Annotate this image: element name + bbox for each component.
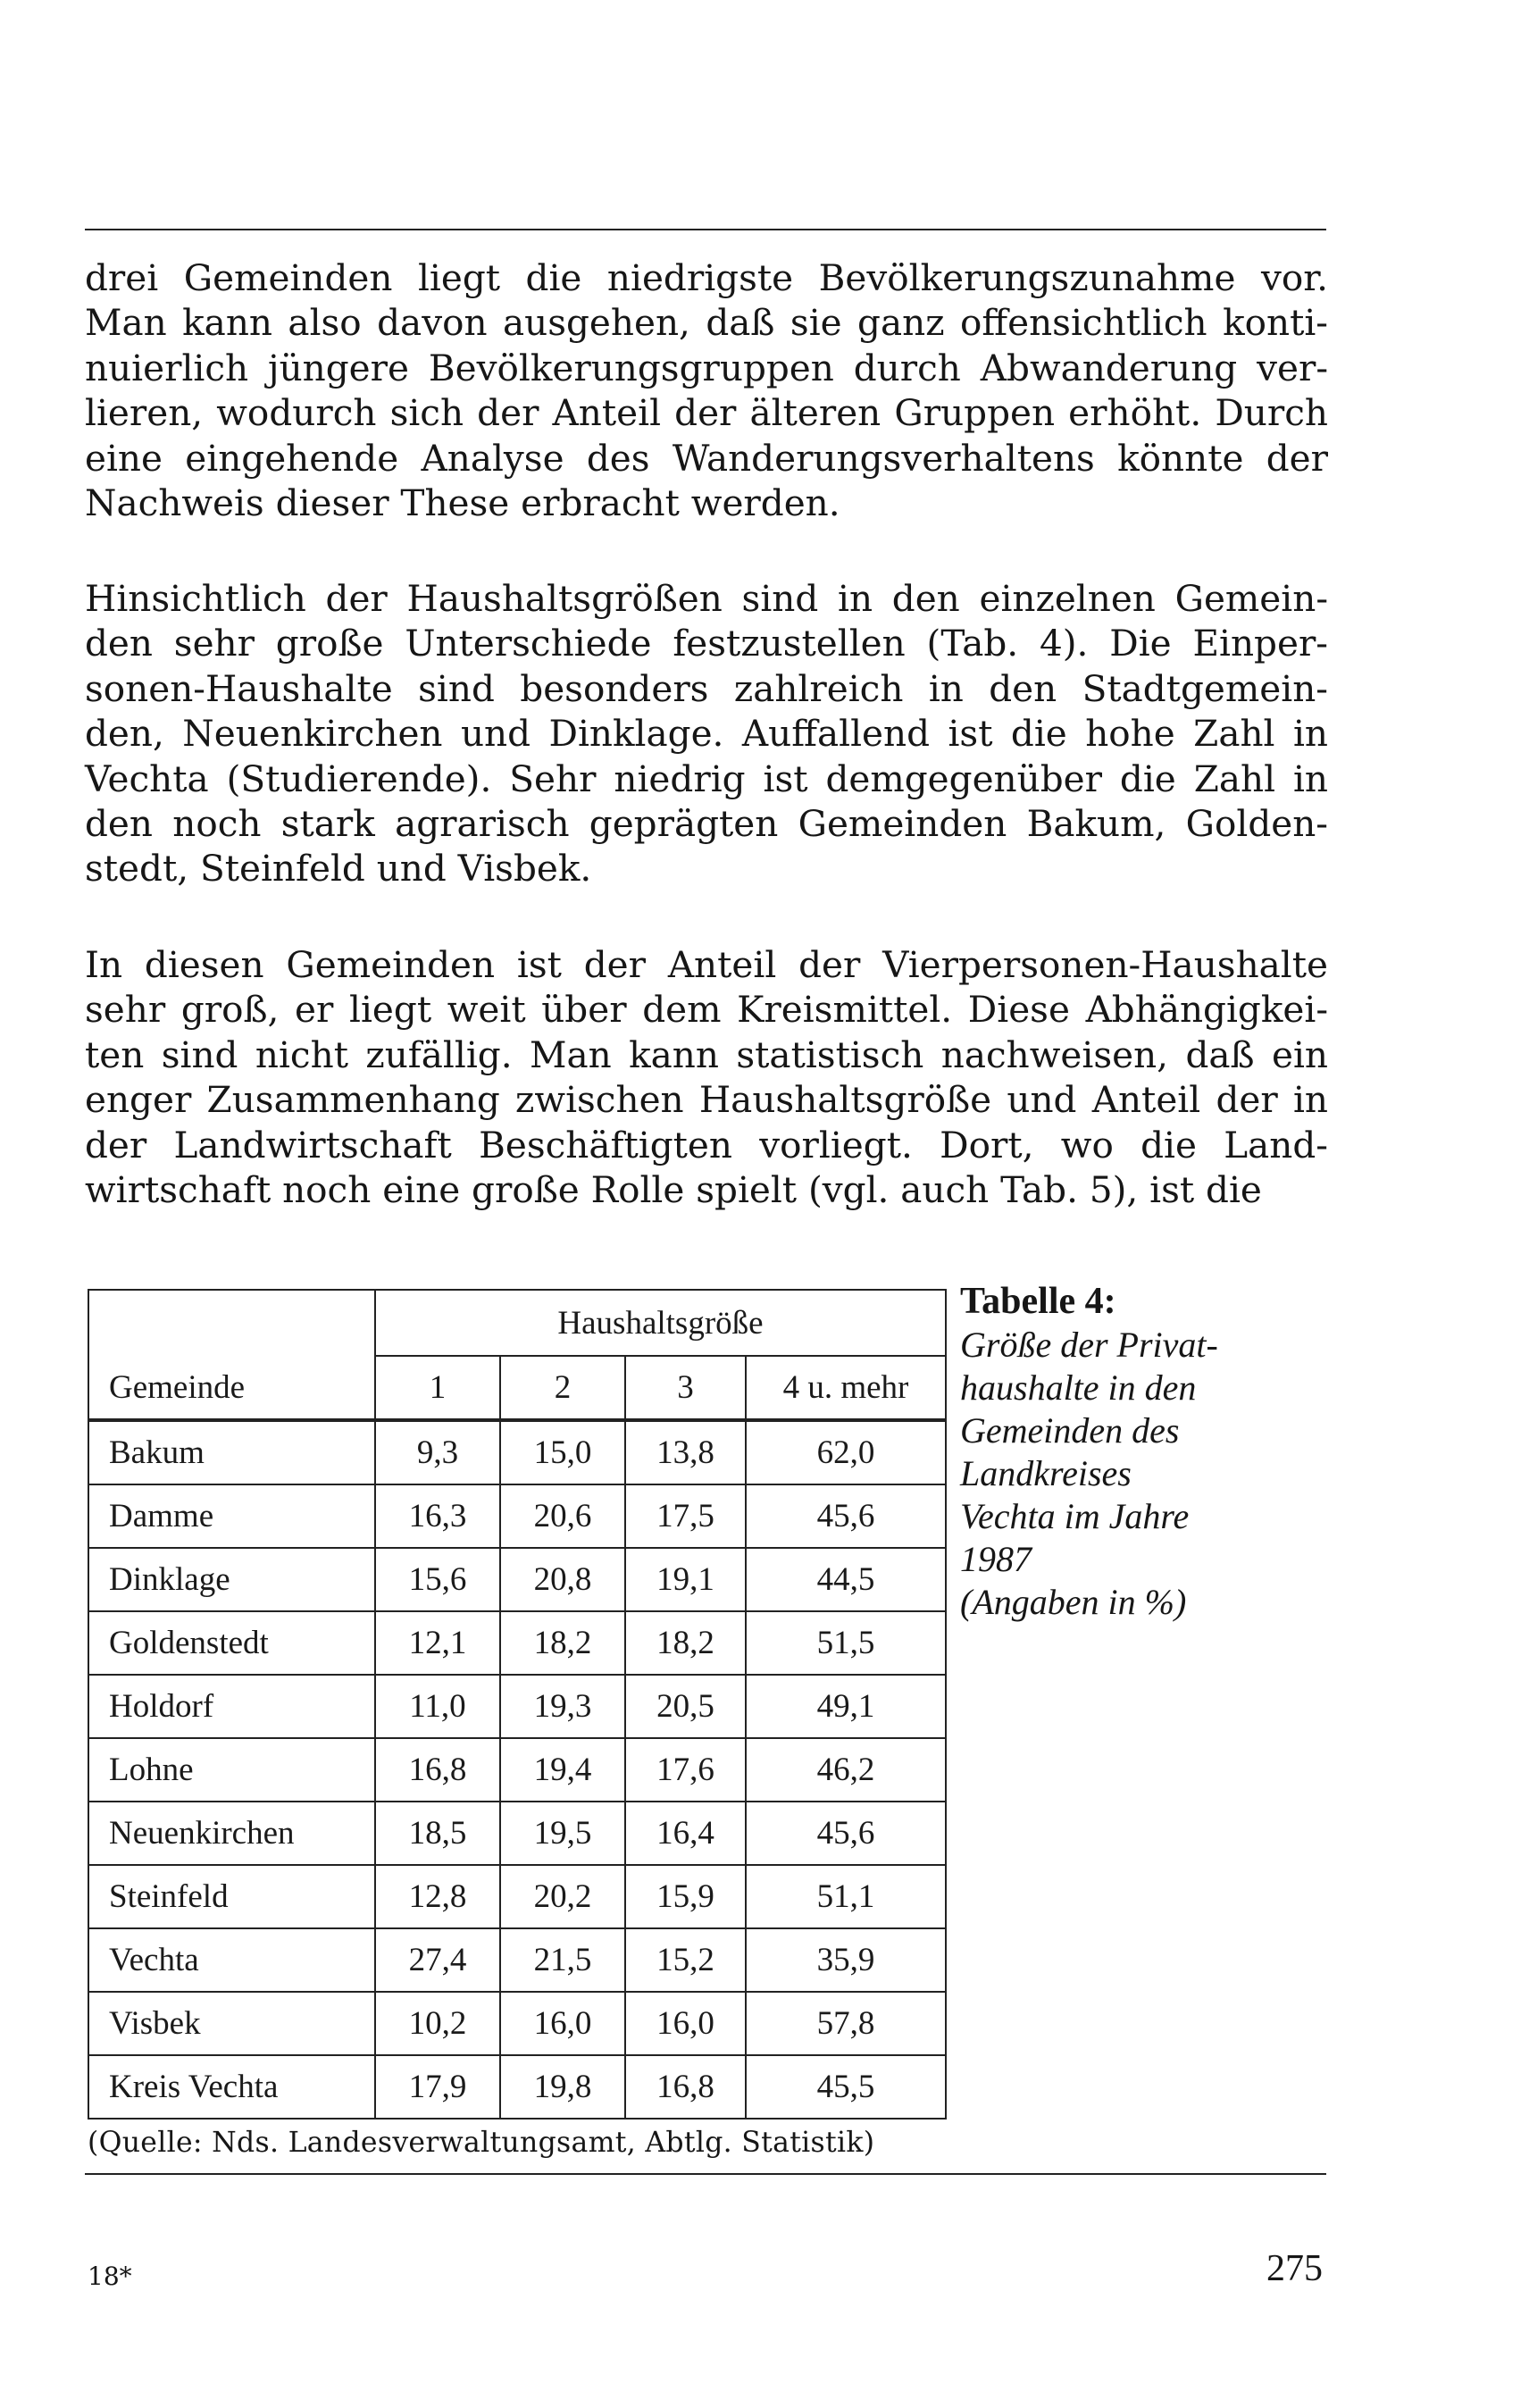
value-cell: 20,2	[500, 1865, 625, 1928]
table-row	[88, 1484, 946, 1548]
value-cell: 46,2	[746, 1738, 946, 1802]
bottom-rule	[85, 2173, 1326, 2175]
body-paragraph-2	[85, 576, 1328, 891]
text-line: Man kann also davon ausgehen, daß sie ganz offensichtlich konti-	[85, 301, 1328, 345]
municipality-cell: Damme	[88, 1484, 375, 1548]
paragraph	[85, 576, 1328, 891]
value-cell: 13,8	[625, 1420, 746, 1484]
text-line: wirtschaft noch eine große Rolle spielt (vgl. auch Tab. 5), ist die	[85, 1168, 1262, 1212]
municipality-cell: Vechta	[88, 1928, 375, 1992]
municipality-cell: Holdorf	[88, 1675, 375, 1738]
caption-title: Tabelle 4:	[960, 1281, 1116, 1322]
value-cell: 16,3	[375, 1484, 500, 1548]
table-row	[88, 1548, 946, 1611]
body-paragraph-3	[85, 942, 1328, 1212]
value-cell: 17,9	[375, 2055, 500, 2119]
sheet-signature: 18*	[88, 2262, 132, 2291]
value-cell: 62,0	[746, 1420, 946, 1484]
table-row	[88, 1865, 946, 1928]
value-cell: 15,6	[375, 1548, 500, 1611]
value-cell: 49,1	[746, 1675, 946, 1738]
value-cell: 9,3	[375, 1420, 500, 1484]
table-row	[88, 2055, 946, 2119]
value-cell: 45,6	[746, 1802, 946, 1865]
value-cell: 51,1	[746, 1865, 946, 1928]
text-line: eine eingehende Analyse des Wanderungsverhaltens könnte der	[85, 436, 1328, 480]
table-caption	[960, 1279, 1335, 1624]
municipality-cell: Kreis Vechta	[88, 2055, 375, 2119]
column-header: 1	[375, 1356, 500, 1420]
value-cell: 27,4	[375, 1928, 500, 1992]
value-cell: 11,0	[375, 1675, 500, 1738]
value-cell: 12,8	[375, 1865, 500, 1928]
row-header: Gemeinde	[88, 1356, 375, 1420]
value-cell: 20,8	[500, 1548, 625, 1611]
value-cell: 16,0	[500, 1992, 625, 2055]
municipality-cell: Steinfeld	[88, 1865, 375, 1928]
value-cell: 45,6	[746, 1484, 946, 1548]
value-cell: 16,8	[375, 1738, 500, 1802]
paragraph	[85, 255, 1328, 525]
text-line: Hinsichtlich der Haushaltsgrößen sind in den einzelnen Gemein-	[85, 577, 1328, 620]
value-cell: 19,1	[625, 1548, 746, 1611]
household-size-table	[88, 1289, 947, 2120]
value-cell: 19,8	[500, 2055, 625, 2119]
paragraph	[85, 942, 1328, 1212]
top-rule	[85, 229, 1326, 230]
caption-text	[960, 1324, 1335, 1624]
table-row	[88, 1992, 946, 2055]
value-cell: 44,5	[746, 1548, 946, 1611]
value-cell: 20,6	[500, 1484, 625, 1548]
table-corner-cell	[88, 1290, 375, 1356]
municipality-cell: Visbek	[88, 1992, 375, 2055]
value-cell: 10,2	[375, 1992, 500, 2055]
municipality-cell: Goldenstedt	[88, 1611, 375, 1675]
caption-line: 1987	[960, 1539, 1032, 1579]
value-cell: 16,0	[625, 1992, 746, 2055]
value-cell: 17,5	[625, 1484, 746, 1548]
value-cell: 15,9	[625, 1865, 746, 1928]
column-header: 3	[625, 1356, 746, 1420]
group-header: Haushaltsgröße	[375, 1290, 946, 1356]
value-cell: 12,1	[375, 1611, 500, 1675]
value-cell: 19,4	[500, 1738, 625, 1802]
municipality-cell: Lohne	[88, 1738, 375, 1802]
text-line: stedt, Steinfeld und Visbek.	[85, 847, 592, 890]
text-line: lieren, wodurch sich der Anteil der älteren Gruppen erhöht. Durch	[85, 391, 1328, 435]
caption-line: haushalte in den	[960, 1367, 1197, 1408]
municipality-cell: Dinklage	[88, 1548, 375, 1611]
caption-line: Landkreises	[960, 1453, 1132, 1493]
caption-line: (Angaben in %)	[960, 1582, 1187, 1622]
value-cell: 18,2	[625, 1611, 746, 1675]
table-row	[88, 1675, 946, 1738]
caption-line: Gemeinden des	[960, 1410, 1180, 1451]
value-cell: 16,8	[625, 2055, 746, 2119]
municipality-cell: Neuenkirchen	[88, 1802, 375, 1865]
value-cell: 19,5	[500, 1802, 625, 1865]
table-column-header-row	[88, 1356, 946, 1420]
value-cell: 45,5	[746, 2055, 946, 2119]
text-line: enger Zusammenhang zwischen Haushaltsgröße und Anteil der in	[85, 1078, 1328, 1122]
municipality-cell: Bakum	[88, 1420, 375, 1484]
value-cell: 20,5	[625, 1675, 746, 1738]
value-cell: 21,5	[500, 1928, 625, 1992]
column-header: 2	[500, 1356, 625, 1420]
text-line: nuierlich jüngere Bevölkerungsgruppen durch Abwanderung ver-	[85, 346, 1328, 389]
table-row	[88, 1738, 946, 1802]
value-cell: 35,9	[746, 1928, 946, 1992]
text-line: Nachweis dieser These erbracht werden.	[85, 481, 840, 525]
table-row	[88, 1420, 946, 1484]
value-cell: 18,5	[375, 1802, 500, 1865]
body-paragraph-1	[85, 255, 1328, 525]
text-line: den noch stark agrarisch geprägten Gemeinden Bakum, Golden-	[85, 802, 1328, 846]
value-cell: 51,5	[746, 1611, 946, 1675]
value-cell: 15,2	[625, 1928, 746, 1992]
value-cell: 18,2	[500, 1611, 625, 1675]
caption-line: Vechta im Jahre	[960, 1496, 1190, 1536]
text-line: der Landwirtschaft Beschäftigten vorliegt. Dort, wo die Land-	[85, 1123, 1328, 1166]
value-cell: 57,8	[746, 1992, 946, 2055]
table-source: (Quelle: Nds. Landesverwaltungsamt, Abtlg. Statistik)	[88, 2127, 875, 2159]
text-line: sonen-Haushalte sind besonders zahlreich in den Stadtgemein-	[85, 666, 1328, 710]
text-line: In diesen Gemeinden ist der Anteil der Vierpersonen-Haushalte	[85, 943, 1328, 986]
table-row	[88, 1611, 946, 1675]
value-cell: 16,4	[625, 1802, 746, 1865]
value-cell: 19,3	[500, 1675, 625, 1738]
text-line: sehr groß, er liegt weit über dem Kreismittel. Diese Abhängigkei-	[85, 988, 1328, 1032]
text-line: ten sind nicht zufällig. Man kann statistisch nachweisen, daß ein	[85, 1033, 1328, 1076]
text-line: drei Gemeinden liegt die niedrigste Bevölkerungszunahme vor.	[85, 256, 1328, 299]
page-number: 275	[1266, 2248, 1323, 2289]
value-cell: 17,6	[625, 1738, 746, 1802]
text-line: den sehr große Unterschiede festzustellen (Tab. 4). Die Einper-	[85, 622, 1328, 665]
text-line: Vechta (Studierende). Sehr niedrig ist demgegenüber die Zahl in	[85, 757, 1328, 800]
text-line: den, Neuenkirchen und Dinklage. Auffallend ist die hohe Zahl in	[85, 712, 1328, 756]
value-cell: 15,0	[500, 1420, 625, 1484]
table-row	[88, 1928, 946, 1992]
column-header: 4 u. mehr	[746, 1356, 946, 1420]
table-header-row	[88, 1290, 946, 1356]
table-row	[88, 1802, 946, 1865]
caption-line: Größe der Privat-	[960, 1325, 1218, 1365]
